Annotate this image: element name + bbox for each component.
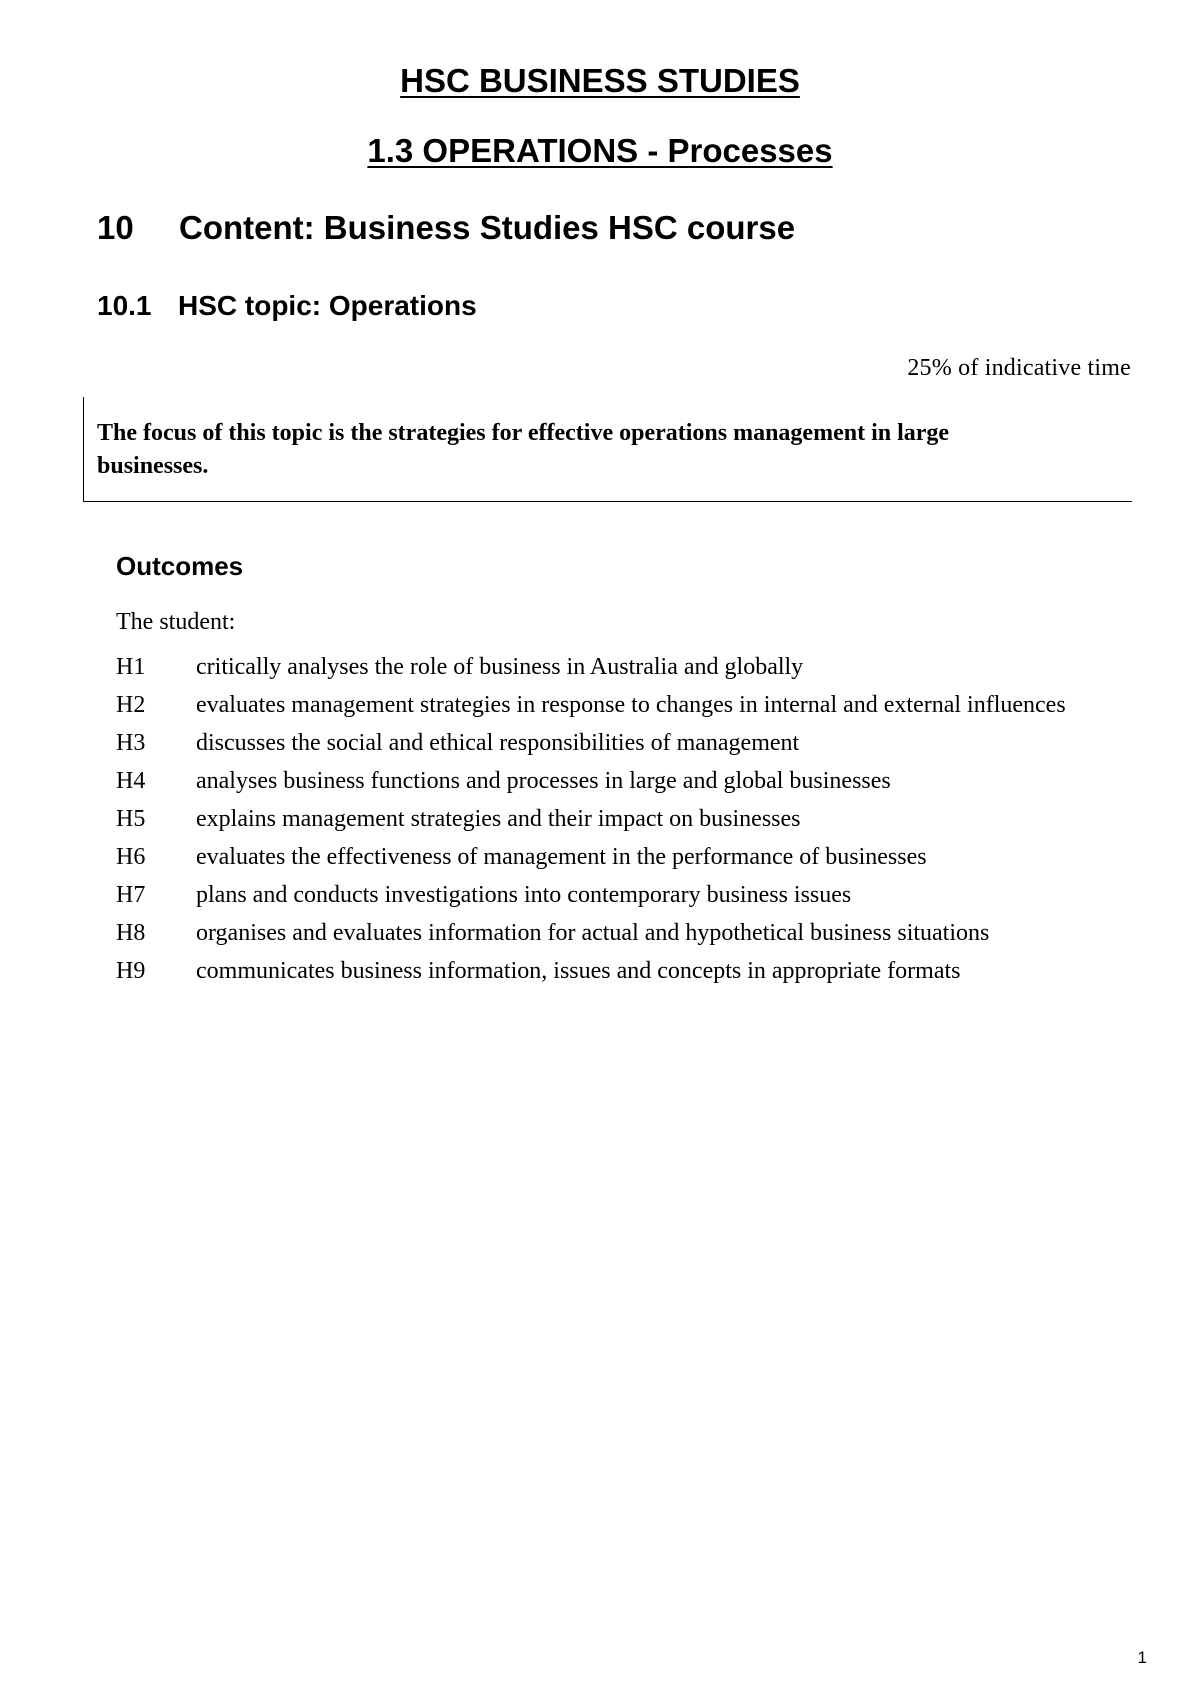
outcome-text: organises and evaluates information for actual and hypothetical business situations xyxy=(196,920,990,946)
topic-title: HSC topic: Operations xyxy=(178,290,477,321)
outcome-item xyxy=(116,766,1116,797)
outcome-text: communicates business information, issues and concepts in appropriate formats xyxy=(196,958,961,984)
outcomes-intro: The student: xyxy=(116,609,236,635)
section-title: Content: Business Studies HSC course xyxy=(179,209,796,246)
outcome-code: H7 xyxy=(116,882,146,908)
outcome-code: H3 xyxy=(116,730,146,756)
outcome-code: H2 xyxy=(116,692,146,718)
focus-statement: The focus of this topic is the strategies for effective operations management in large businesses. xyxy=(97,420,950,479)
outcome-item xyxy=(116,690,1116,721)
outcome-text: evaluates management strategies in response to changes in internal and external influences xyxy=(196,692,1066,718)
outcome-code: H6 xyxy=(116,844,146,870)
outcome-code: H9 xyxy=(116,958,146,984)
focus-box xyxy=(83,397,1132,502)
outcome-item xyxy=(116,918,1116,949)
outcome-text: discusses the social and ethical responsibilities of management xyxy=(196,730,800,756)
outcome-text: plans and conducts investigations into contemporary business issues xyxy=(196,882,852,908)
topic-heading xyxy=(97,290,477,322)
outcome-item xyxy=(116,880,1116,911)
outcome-code: H8 xyxy=(116,920,146,946)
outcome-text: analyses business functions and processes in large and global businesses xyxy=(196,768,891,794)
outcome-code: H1 xyxy=(116,654,146,680)
indicative-time-note: 25% of indicative time xyxy=(907,355,1131,381)
topic-number: 10.1 xyxy=(97,290,152,321)
page-number: 1 xyxy=(1137,1648,1147,1667)
outcome-code: H4 xyxy=(116,768,146,794)
document-subtitle: 1.3 OPERATIONS - Processes xyxy=(367,132,833,169)
section-heading xyxy=(97,209,795,247)
outcome-text: critically analyses the role of business in Australia and globally xyxy=(196,654,804,680)
outcome-item xyxy=(116,956,1116,987)
outcome-code: H5 xyxy=(116,806,146,832)
outcome-item xyxy=(116,804,1116,835)
section-number: 10 xyxy=(97,209,134,246)
outcomes-heading: Outcomes xyxy=(116,551,244,581)
outcome-item xyxy=(116,728,1116,759)
outcome-text: evaluates the effectiveness of management in the performance of businesses xyxy=(196,844,927,870)
outcome-text: explains management strategies and their impact on businesses xyxy=(196,806,801,832)
outcomes-list xyxy=(116,652,1116,994)
outcome-item xyxy=(116,652,1116,683)
document-title: HSC BUSINESS STUDIES xyxy=(400,62,800,99)
outcome-item xyxy=(116,842,1116,873)
